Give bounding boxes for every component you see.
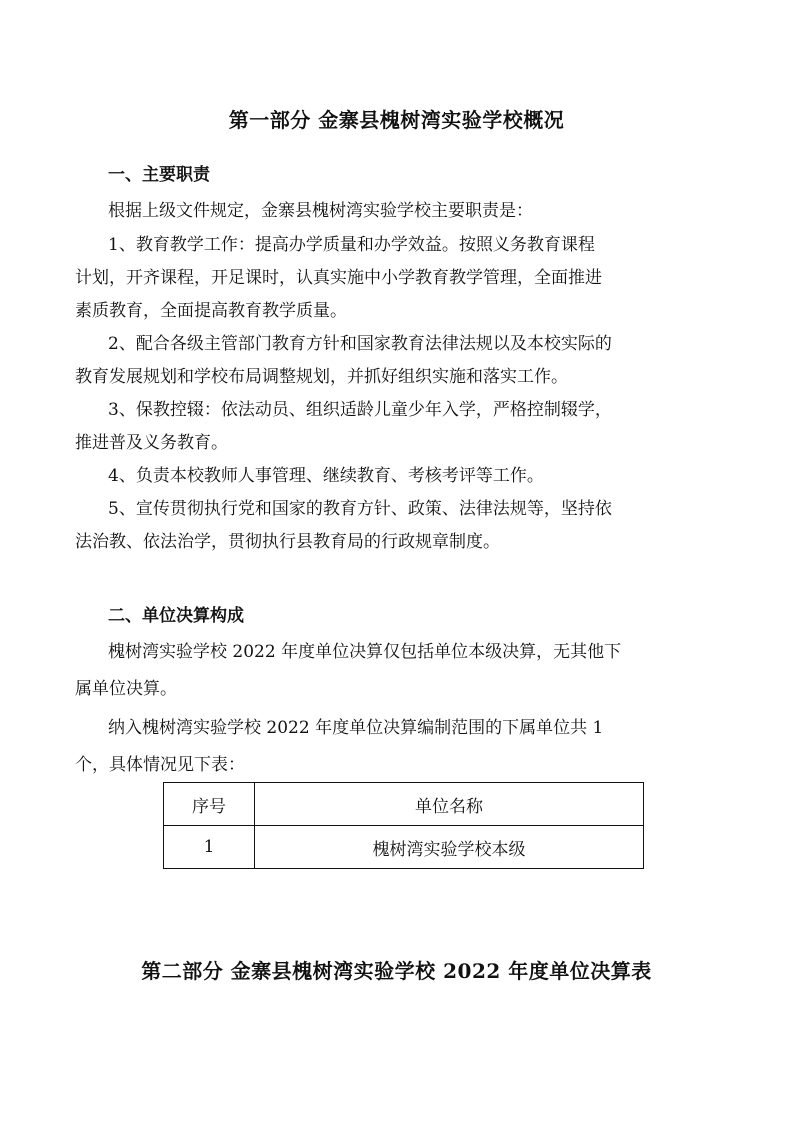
part1-title: 第一部分 金寨县槐树湾实验学校概况	[228, 108, 565, 132]
table-header-row	[164, 783, 644, 826]
table-header-index: 序号	[164, 783, 255, 826]
section1-line-8: 推进普及义务教育。	[75, 433, 228, 453]
section1-line-6: 教育发展规划和学校布局调整规划，并抓好组织实施和落实工作。	[75, 367, 568, 387]
section1-line-1: 根据上级文件规定，金寨县槐树湾实验学校主要职责是：	[108, 201, 533, 221]
table-cell-index: 1	[164, 826, 255, 869]
table-header-unit-name: 单位名称	[255, 783, 644, 826]
part2-title: 第二部分 金寨县槐树湾实验学校 2022 年度单位决算表	[141, 959, 652, 983]
section2-line-4: 个，具体情况见下表：	[75, 755, 245, 775]
section1-line-9: 4、负责本校教师人事管理、继续教育、考核考评等工作。	[108, 466, 544, 486]
table-row	[164, 826, 644, 869]
section1-heading: 一、主要职责	[108, 165, 210, 185]
table-cell-unit-name: 槐树湾实验学校本级	[255, 826, 644, 869]
subordinate-units-table	[163, 782, 644, 869]
section1-line-3: 计划，开齐课程，开足课时，认真实施中小学教育教学管理，全面推进	[75, 268, 602, 288]
section2-line-1: 槐树湾实验学校 2022 年度单位决算仅包括单位本级决算，无其他下	[108, 642, 622, 662]
section1-line-7: 3、保教控辍：依法动员、组织适龄儿童少年入学，严格控制辍学，	[108, 400, 612, 420]
section2-line-3: 纳入槐树湾实验学校 2022 年度单位决算编制范围的下属单位共 1	[108, 718, 604, 738]
section1-line-11: 法治教、依法治学，贯彻执行县教育局的行政规章制度。	[75, 532, 500, 552]
section1-line-2: 1、教育教学工作：提高办学质量和办学效益。按照义务教育课程	[108, 235, 595, 255]
section2-heading: 二、单位决算构成	[108, 606, 244, 626]
section2-line-2: 属单位决算。	[75, 679, 177, 699]
section1-line-5: 2、配合各级主管部门教育方针和国家教育法律法规以及本校实际的	[108, 334, 612, 354]
section1-line-4: 素质教育，全面提高教育教学质量。	[75, 301, 347, 321]
section1-line-10: 5、宣传贯彻执行党和国家的教育方针、政策、法律法规等，坚持依	[108, 499, 612, 519]
